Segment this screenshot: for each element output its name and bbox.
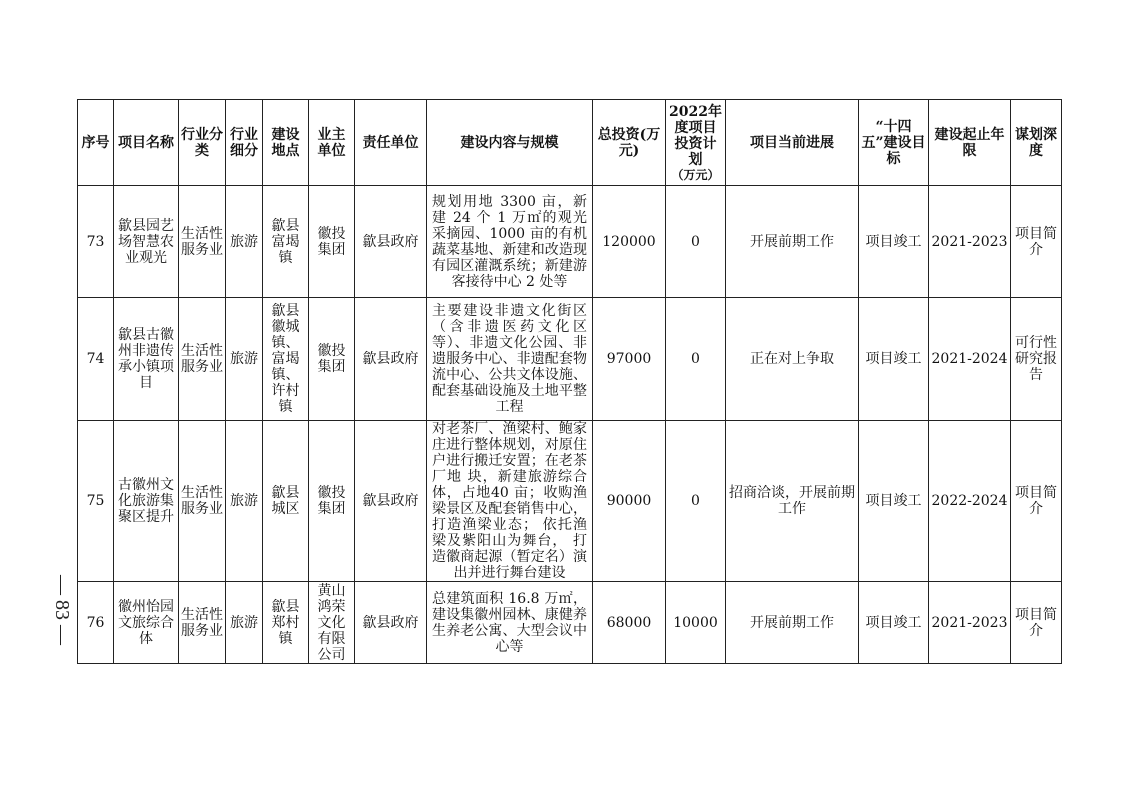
header-period: 建设起止年限	[929, 100, 1011, 186]
cell-owner: 徽投集团	[309, 298, 355, 421]
cell-location: 歙县富堨镇	[263, 186, 309, 298]
project-table	[77, 99, 1062, 664]
header-sub-industry: 行业细分	[226, 100, 263, 186]
cell-name: 歙县古徽州非遗传承小镇项目	[114, 298, 179, 421]
table-row	[78, 421, 1062, 582]
cell-no: 73	[78, 186, 114, 298]
table-row	[78, 186, 1062, 298]
header-row	[78, 100, 1062, 186]
table-row	[78, 582, 1062, 664]
cell-content: 对老茶厂、渔梁村、鲍家庄进行整体规划，对原住户进行搬迁安置；在老茶厂地 块，新建旅游综合体，占地40 亩；收购渔梁景区及配套销售中心，打造渔梁业态； 依托渔梁及紫阳山为舞台， 打造徽商起源（暂定名）演出并进行舞台建设	[427, 421, 593, 582]
cell-plan-2022: 0	[666, 298, 726, 421]
header-target: “十四五”建设目标	[859, 100, 929, 186]
cell-industry: 生活性服务业	[179, 298, 226, 421]
cell-name: 歙县园艺场智慧农业观光	[114, 186, 179, 298]
cell-total-invest: 120000	[593, 186, 666, 298]
cell-progress: 正在对上争取	[726, 298, 859, 421]
cell-sub-industry: 旅游	[226, 298, 263, 421]
cell-industry: 生活性服务业	[179, 421, 226, 582]
header-total-invest: 总投资(万元)	[593, 100, 666, 186]
cell-period: 2022-2024	[929, 421, 1011, 582]
cell-industry: 生活性服务业	[179, 186, 226, 298]
cell-responsible: 歙县政府	[355, 298, 427, 421]
table-row	[78, 298, 1062, 421]
cell-total-invest: 90000	[593, 421, 666, 582]
cell-responsible: 歙县政府	[355, 582, 427, 664]
header-plan-2022-label: 2022年度项目投资计划	[669, 103, 722, 168]
cell-sub-industry: 旅游	[226, 186, 263, 298]
cell-target: 项目竣工	[859, 421, 929, 582]
cell-location: 歙县郑村镇	[263, 582, 309, 664]
cell-period: 2021-2023	[929, 582, 1011, 664]
cell-plan-2022: 10000	[666, 582, 726, 664]
cell-progress: 招商洽谈，开展前期工作	[726, 421, 859, 582]
cell-period: 2021-2023	[929, 186, 1011, 298]
header-progress: 项目当前进展	[726, 100, 859, 186]
cell-progress: 开展前期工作	[726, 186, 859, 298]
header-plan-2022-unit: （万元）	[671, 167, 720, 182]
cell-sub-industry: 旅游	[226, 421, 263, 582]
cell-total-invest: 68000	[593, 582, 666, 664]
cell-sub-industry: 旅游	[226, 582, 263, 664]
cell-target: 项目竣工	[859, 582, 929, 664]
header-no: 序号	[78, 100, 114, 186]
cell-plan-2022: 0	[666, 186, 726, 298]
header-depth: 谋划深度	[1011, 100, 1062, 186]
header-content: 建设内容与规模	[427, 100, 593, 186]
header-responsible: 责任单位	[355, 100, 427, 186]
cell-target: 项目竣工	[859, 186, 929, 298]
cell-no: 75	[78, 421, 114, 582]
cell-name: 徽州怡园文旅综合体	[114, 582, 179, 664]
cell-owner: 徽投集团	[309, 186, 355, 298]
cell-owner: 徽投集团	[309, 421, 355, 582]
cell-plan-2022: 0	[666, 421, 726, 582]
cell-content: 主要建设非遗文化街区（含非遗医药文化区等）、非遗文化公园、非遗服务中心、非遗配套物流中心、公共文体设施、配套基础设施及土地平整工程	[427, 298, 593, 421]
cell-name: 古徽州文化旅游集聚区提升	[114, 421, 179, 582]
cell-depth: 项目简介	[1011, 421, 1062, 582]
cell-owner: 黄山鸿荣文化有限公司	[309, 582, 355, 664]
cell-no: 74	[78, 298, 114, 421]
cell-no: 76	[78, 582, 114, 664]
cell-responsible: 歙县政府	[355, 421, 427, 582]
cell-period: 2021-2024	[929, 298, 1011, 421]
cell-content: 总建筑面积 16.8 万㎡，建设集徽州园林、康健养生养老公寓、大型会议中心等	[427, 582, 593, 664]
page-number: — 83 —	[51, 575, 74, 645]
cell-responsible: 歙县政府	[355, 186, 427, 298]
cell-total-invest: 97000	[593, 298, 666, 421]
header-plan-2022	[666, 100, 726, 186]
header-industry: 行业分类	[179, 100, 226, 186]
header-location: 建设地点	[263, 100, 309, 186]
cell-depth: 项目简介	[1011, 186, 1062, 298]
cell-depth: 可行性研究报告	[1011, 298, 1062, 421]
header-name: 项目名称	[114, 100, 179, 186]
cell-location: 歙县城区	[263, 421, 309, 582]
cell-progress: 开展前期工作	[726, 582, 859, 664]
header-owner: 业主单位	[309, 100, 355, 186]
cell-target: 项目竣工	[859, 298, 929, 421]
cell-content: 规划用地 3300 亩，新建 24 个 1 万㎡的观光采摘园、1000 亩的有机蔬菜基地、新建和改造现有园区灌溉系统；新建游客接待中心 2 处等	[427, 186, 593, 298]
cell-depth: 项目简介	[1011, 582, 1062, 664]
cell-location: 歙县徽城镇、富堨镇、许村镇	[263, 298, 309, 421]
cell-industry: 生活性服务业	[179, 582, 226, 664]
